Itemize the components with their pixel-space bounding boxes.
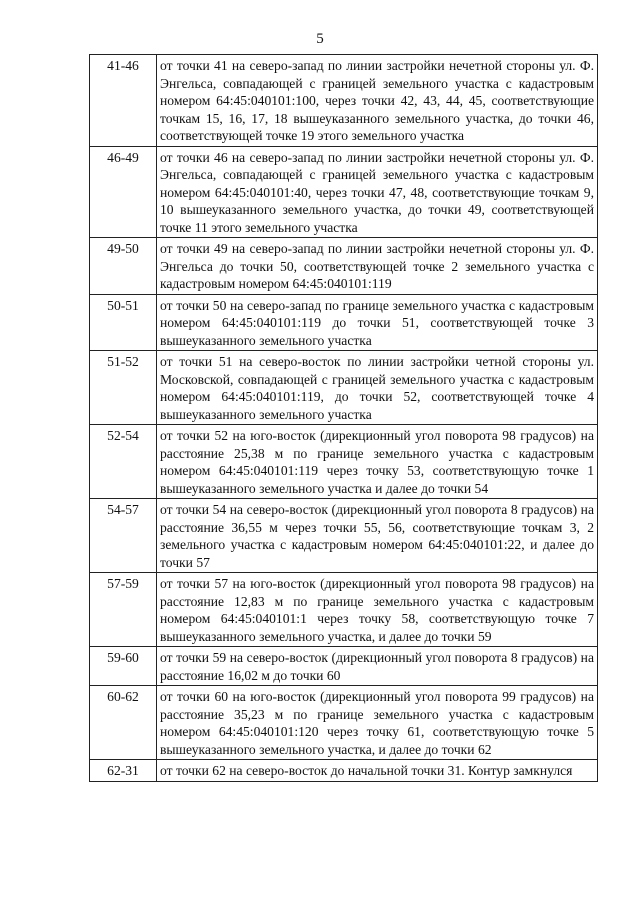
segment-cell: 62-31 xyxy=(90,760,157,782)
description-cell: от точки 51 на северо-восток по линии застройки четной стороны ул. Московской, совпадающей с границей земельного участка с кадастровым номером 64:45:040101:119, до точки 52, соответствующей точке 4 вышеуказанного земельного участка xyxy=(157,351,598,425)
segment-cell: 60-62 xyxy=(90,686,157,760)
table-row xyxy=(90,647,598,686)
table-row xyxy=(90,573,598,647)
table-row xyxy=(90,686,598,760)
segment-cell: 59-60 xyxy=(90,647,157,686)
boundary-description-table xyxy=(89,54,598,782)
description-cell: от точки 59 на северо-восток (дирекционный угол поворота 8 градусов) на расстояние 16,02 м до точки 60 xyxy=(157,647,598,686)
segment-cell: 46-49 xyxy=(90,146,157,238)
description-cell: от точки 46 на северо-запад по линии застройки нечетной стороны ул. Ф. Энгельса, совпадающей с границей земельного участка с кадастровым номером 64:45:040101:40, через точки 47, 48, соответствующие точкам 9, 10 вышеуказанного земельного участка, до точки 49, соответствующей точке 11 этого земельного участка xyxy=(157,146,598,238)
description-cell: от точки 54 на северо-восток (дирекционный угол поворота 8 градусов) на расстояние 36,55 м через точки 55, 56, соответствующие точкам 3, 2 земельного участка с кадастровым номером 64:45:040101:22, и далее до точки 57 xyxy=(157,499,598,573)
description-cell: от точки 60 на юго-восток (дирекционный угол поворота 99 градусов) на расстояние 35,23 м по границе земельного участка с кадастровым номером 64:45:040101:120 через точку 61, соответствующую точке 5 вышеуказанного земельного участка, и далее до точки 62 xyxy=(157,686,598,760)
description-cell: от точки 50 на северо-запад по границе земельного участка с кадастровым номером 64:45:040101:119 до точки 51, соответствующей точке 3 вышеуказанного земельного участка xyxy=(157,294,598,351)
table-row xyxy=(90,55,598,147)
segment-cell: 54-57 xyxy=(90,499,157,573)
table-row xyxy=(90,146,598,238)
table-row xyxy=(90,238,598,295)
table-row xyxy=(90,425,598,499)
description-cell: от точки 62 на северо-восток до начальной точки 31. Контур замкнулся xyxy=(157,760,598,782)
segment-cell: 51-52 xyxy=(90,351,157,425)
description-cell: от точки 52 на юго-восток (дирекционный угол поворота 98 градусов) на расстояние 25,38 м по границе земельного участка с кадастровым номером 64:45:040101:119 через точку 53, соответствующую точке 1 вышеуказанного земельного участка и далее до точки 54 xyxy=(157,425,598,499)
description-cell: от точки 57 на юго-восток (дирекционный угол поворота 98 градусов) на расстояние 12,83 м по границе земельного участка с кадастровым номером 64:45:040101:1 через точку 58, соответствующую точке 7 вышеуказанного земельного участка, и далее до точки 59 xyxy=(157,573,598,647)
segment-cell: 52-54 xyxy=(90,425,157,499)
segment-cell: 50-51 xyxy=(90,294,157,351)
page-number: 5 xyxy=(316,31,324,47)
table-row xyxy=(90,351,598,425)
table-row xyxy=(90,499,598,573)
segment-cell: 49-50 xyxy=(90,238,157,295)
table-row xyxy=(90,294,598,351)
description-cell: от точки 49 на северо-запад по линии застройки нечетной стороны ул. Ф. Энгельса до точки 50, соответствующей точке 2 земельного участка с кадастровым номером 64:45:040101:119 xyxy=(157,238,598,295)
segment-cell: 41-46 xyxy=(90,55,157,147)
table-row xyxy=(90,760,598,782)
description-cell: от точки 41 на северо-запад по линии застройки нечетной стороны ул. Ф. Энгельса, совпадающей с границей земельного участка с кадастровым номером 64:45:040101:100, через точки 42, 43, 44, 45, соответствующие точкам 15, 16, 17, 18 вышеуказанного земельного участка, до точки 46, соответствующей точке 19 этого земельного участка xyxy=(157,55,598,147)
segment-cell: 57-59 xyxy=(90,573,157,647)
